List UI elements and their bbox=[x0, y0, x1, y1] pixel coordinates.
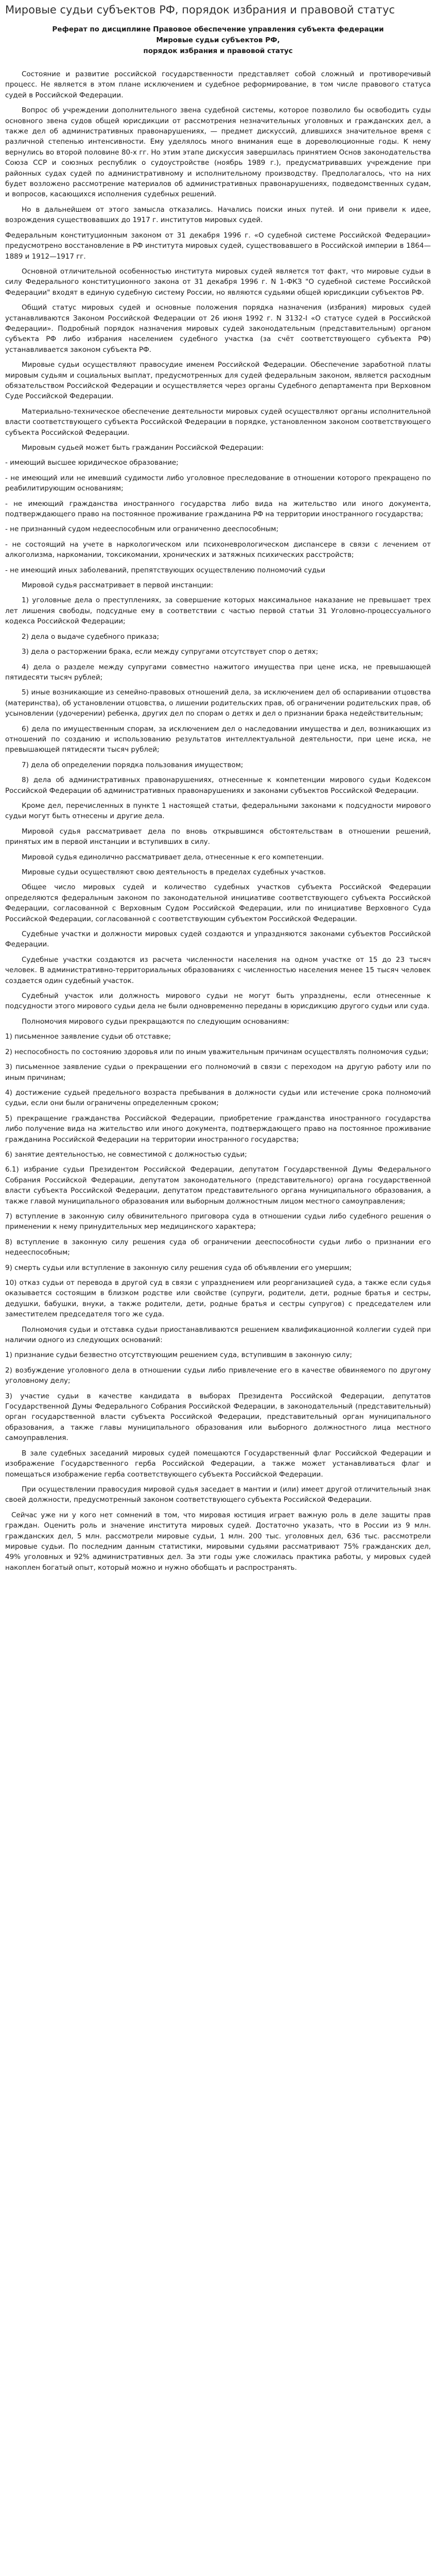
body-paragraph: Материально-техническое обеспечение деятельности мировых судей осуществляют органы исполнительной власти соответствующего субъекта Российской Федерации в порядке, установленном законом соответствующего субъекта Российской Федерации. bbox=[5, 407, 431, 437]
body-paragraph: Общий статус мировых судей и основные положения порядка назначения (избрания) мировых судей устанавливаются Законом Российской Федерации от 26 июня 1992 г. N 3132-I «О статусе судей в Российской Федерации». Подробный порядок назначения мировых судей законодательным (представительным) органом субъекта РФ либо избрания населением судебного участка (за счёт соответствующего субъекта РФ) устанавливается законом субъекта РФ. bbox=[5, 303, 431, 354]
body-paragraph: - не признанный судом недееспособным или ограниченно дееспособным; bbox=[5, 525, 278, 534]
body-paragraph: - имеющий высшее юридическое образование; bbox=[5, 459, 179, 467]
body-paragraph: В зале судебных заседаний мировых судей помещаются Государственный флаг Российской Федерации и изображение Государственного герба Российской Федерации, а также может устанавливаться флаг и помещаться изображение герба соответствующего субъекта Российской Федерации. bbox=[5, 1449, 431, 1479]
body-paragraph: Основной отличительной особенностью института мировых судей является тот факт, что мировые судьи в силу Федерального конституционного закона от 31 декабря 1996 г. N 1-ФКЗ "О судебной системе Российской Федерации" входят в единую судебную систему России, но являются судьями общей юрисдикции субъектов РФ. bbox=[5, 267, 431, 297]
body-paragraph: - не состоящий на учете в наркологическом или психоневрологическом диспансере в связи с лечением от алкоголизма, наркомании, токсикомании, хронических и затяжных психических расстройств; bbox=[5, 540, 431, 560]
abstract-subject-heading: Реферат по дисциплине Правовое обеспечение управления субъекта федерации bbox=[52, 25, 384, 33]
body-paragraph: Мировой судья единолично рассматривает дела, отнесенные к его компетенции. bbox=[22, 853, 324, 861]
body-paragraph: Сейчас уже ни у кого нет сомнений в том, что мировая юстиция играет важную роль в деле защиты прав граждан. Оценить роль и значение института мировых судей. Достаточно указать, что в России из 9 млн. гражданских дел, 5 млн. рассмотрели мировые судьи, 1 млн. 200 тыс. уголовных дел, 636 тыс. рассмотрели мировые судьи. По последним данным статистики, мировыми судьями рассматривают 75% гражданских дел, 49% уголовных и 92% административных дел. За эти годы уже сложилась практика работы, у мировых судей накоплен богатый опыт, который можно и нужно обобщать и распространять. bbox=[5, 1511, 431, 1572]
body-paragraph: 7) вступление в законную силу обвинительного приговора суда в отношении судьи либо судебного решения о применении к нему принудительных мер медицинского характера; bbox=[5, 1212, 431, 1231]
body-paragraph: 8) вступление в законную силу решения суда об ограничении дееспособности судьи либо о признании его недееспособным; bbox=[5, 1238, 431, 1257]
body-paragraph: Вопрос об учреждении дополнительного звена судебной системы, которое позволило бы освободить суды основного звена судов общей юрисдикции от рассмотрения незначительных уголовных и гражданских дел, а также дел об административных правонарушениях, — предмет дискуссий, длившихся значительное время с различной степенью интенсивности. Ему уделялось много внимания еще в дореволюционные годы. К нему вернулись во второй половине 80-х гг. Но этим этапе дискуссия завершилась принятием Основ законодательства Союза ССР и союзных республик о судоустройстве (ноябрь 1989 г.), предусматривавших учреждение при районных судах судей по административному и исполнительному производству. Предполагалось, что на них будет возложено рассмотрение материалов об административных правонарушениях, подведомственных судам, и вопросов, касающихся исполнения судебных решений. bbox=[5, 106, 431, 199]
body-paragraph: Федеральным конституционным законом от 31 декабря 1996 г. «О судебной системе Российской Федерации» предусмотрено восстановление в РФ института мировых судей, существовавшего в Российской империи в 1864—1889 и 1912—1917 гг. bbox=[5, 231, 431, 261]
body-paragraph: Мировые судьи осуществляют свою деятельность в пределах судебных участков. bbox=[22, 868, 326, 876]
body-paragraph: 6) занятие деятельностью, не совместимой с должностью судьи; bbox=[5, 1150, 247, 1159]
body-paragraph: 3) письменное заявление судьи о прекращении его полномочий в связи с переходом на другую работу или по иным причинам; bbox=[5, 1063, 431, 1082]
body-paragraph: - не имеющий гражданства иностранного государства либо вида на жительство или иного документа, подтверждающего право на постоянное проживание гражданина РФ на территории иностранного государства; bbox=[5, 499, 431, 519]
body-paragraph: 9) смерть судьи или вступление в законную силу решения суда об объявлении его умершим; bbox=[5, 1263, 352, 1272]
body-paragraph: При осуществлении правосудия мировой судья заседает в мантии и (или) имеет другой отличительный знак своей должности, предусмотренный законом соответствующего субъекта Российской Федерации. bbox=[5, 1485, 431, 1504]
body-paragraph: Мировой судья рассматривает в первой инстанции: bbox=[22, 581, 214, 590]
body-paragraph: - не имеющий иных заболеваний, препятствующих осуществлению полномочий судьи bbox=[5, 566, 326, 574]
body-paragraph: 3) дела о расторжении брака, если между супругами отсутствует спор о детях; bbox=[22, 648, 319, 656]
body-paragraph: Кроме дел, перечисленных в пункте 1 настоящей статьи, федеральными законами к подсудности мирового судьи могут быть отнесены и другие дела. bbox=[5, 801, 431, 821]
document-body bbox=[5, 69, 431, 1573]
body-paragraph: 6) дела по имущественным спорам, за исключением дел о наследовании имущества и дел, возникающих из отношений по созданию и использованию результатов интеллектуальной деятельности, при цене иска, не превышающей пятидесяти тысяч рублей; bbox=[5, 724, 431, 754]
body-paragraph: - не имеющий или не имевший судимости либо уголовное преследование в отношении которого прекращено по реабилитирующим основаниям; bbox=[5, 473, 431, 493]
body-paragraph: Судебные участки создаются из расчета численности населения на одном участке от 15 до 23 тысяч человек. В административно-территориальных образованиях с численностью населения менее 15 тысяч человек создается один судебный участок. bbox=[5, 955, 431, 985]
body-paragraph: 6.1) избрание судьи Президентом Российской Федерации, депутатом Государственной Думы Федерального Собрания Российской Федерации, депутатом законодательного (представительного) органа государственной власти субъекта Российской Федерации, депутатом представительного органа муниципального образования, а также главой муниципального образования или выборным должностным лицом местного самоуправления; bbox=[5, 1165, 431, 1206]
topic-heading-line-2: порядок избрания и правовой статус bbox=[143, 47, 293, 55]
body-paragraph: 2) неспособность по состоянию здоровья или по иным уважительным причинам осуществлять полномочия судьи; bbox=[5, 1047, 429, 1056]
body-paragraph: Судебные участки и должности мировых судей создаются и упраздняются законами субъектов Российской Федерации. bbox=[5, 930, 431, 949]
body-paragraph: 1) признание судьи безвестно отсутствующим решением суда, вступившим в законную силу; bbox=[5, 1351, 352, 1360]
body-paragraph: 1) уголовные дела о преступлениях, за совершение которых максимальное наказание не превышает трех лет лишения свободы, подсудные ему в соответствии с частью первой статьи 31 Уголовно-процессуального кодекса Российской Федерации; bbox=[5, 596, 431, 626]
body-paragraph: 2) дела о выдаче судебного приказа; bbox=[22, 632, 160, 641]
body-paragraph: Полномочия судьи и отставка судьи приостанавливаются решением квалификационной коллегии судей при наличии одного из следующих оснований: bbox=[5, 1325, 431, 1345]
body-paragraph: Судебный участок или должность мирового судьи не могут быть упразднены, если отнесенные к подсудности этого мирового судьи дела не были одновременно переданы в юрисдикцию другого судьи или суда. bbox=[5, 992, 431, 1011]
body-paragraph: 4) дела о разделе между супругами совместно нажитого имущества при цене иска, не превышающей пятидесяти тысяч рублей; bbox=[5, 663, 431, 682]
body-paragraph: Мировые судьи осуществляют правосудие именем Российской Федерации. Обеспечение заработной платы мировым судьям и социальных выплат, предусмотренных для судей федеральным законом, является расходным обязательством Российской Федерации и осуществляется через органы Судебного департамента при Верховном Суде Российской Федерации. bbox=[5, 361, 431, 401]
body-paragraph: 5) иные возникающие из семейно-правовых отношений дела, за исключением дел об оспаривании отцовства (материнства), об установлении отцовства, о лишении родительских прав, об ограничении родительских прав, об усыновлении (удочерении) ребенка, других дел по спорам о детях и дел о признании брака недействительным; bbox=[5, 688, 431, 718]
page-title: Мировые судьи субъектов РФ, порядок избрания и правовой статус bbox=[5, 4, 395, 16]
body-paragraph: Общее число мировых судей и количество судебных участков субъекта Российской Федерации определяются федеральным законом по законодательной инициативе соответствующего субъекта Российской Федерации, согласованной с Верховным Судом Российской Федерации, или по инициативе Верховного Суда Российской Федерации, согласованной с соответствующим субъектом Российской Федерации. bbox=[5, 883, 431, 923]
topic-heading-line-1: Мировые судьи субъектов РФ, bbox=[156, 36, 280, 44]
body-paragraph: 2) возбуждение уголовного дела в отношении судьи либо привлечение его в качестве обвиняемого по другому уголовному делу; bbox=[5, 1366, 431, 1385]
body-paragraph: 10) отказ судьи от перевода в другой суд в связи с упразднением или реорганизацией суда, а также если судья оказывается состоящим в близком родстве или свойстве (супруги, родители, дети, родные братья и сестры, дедушки, бабушки, внуки, а также родители, дети, родные братья и сестры супругов) с председателем или заместителем председателя того же суда. bbox=[5, 1279, 431, 1319]
body-paragraph: 3) участие судьи в качестве кандидата в выборах Президента Российской Федерации, депутатов Государственной Думы Федерального Собрания Российской Федерации, в законодательный (представительный) орган государственной власти субъекта Российской Федерации, представительный орган муниципального образования, а также главы муниципального образования или выборного должностного лица местного самоуправления. bbox=[5, 1392, 431, 1443]
body-paragraph: 4) достижение судьей предельного возраста пребывания в должности судьи или истечение срока полномочий судьи, если они были ограничены определенным сроком; bbox=[5, 1088, 431, 1108]
body-paragraph: Состояние и развитие российской государственности представляет собой сложный и противоречивый процесс. Не является в этом плане исключением и судебное реформирование, в том числе правового статуса судей в Российской Федерации. bbox=[5, 70, 431, 99]
body-paragraph: Но в дальнейшем от этого замысла отказались. Начались поиски иных путей. И они привели к идее, возрождения существовавших до 1917 г. институтов мировых судей. bbox=[5, 205, 431, 225]
body-paragraph: Мировым судьей может быть гражданин Российской Федерации: bbox=[22, 444, 264, 452]
body-paragraph: 5) прекращение гражданства Российской Федерации, приобретение гражданства иностранного государства либо получение вида на жительство или иного документа, подтверждающего право на постоянное проживание гражданина Российской Федерации на территории иностранного государства; bbox=[5, 1114, 431, 1144]
body-paragraph: 7) дела об определении порядка пользования имуществом; bbox=[22, 760, 243, 769]
body-paragraph: 8) дела об административных правонарушениях, отнесенные к компетенции мирового судьи Кодексом Российской Федерации об административных правонарушениях и законами субъектов Российской Федерации. bbox=[5, 776, 431, 795]
body-paragraph: Полномочия мирового судьи прекращаются по следующим основаниям: bbox=[22, 1017, 289, 1026]
body-paragraph: Мировой судья рассматривает дела по вновь открывшимся обстоятельствам в отношении решений, принятых им в первой инстанции и вступивших в силу. bbox=[5, 827, 431, 846]
body-paragraph: 1) письменное заявление судьи об отставке; bbox=[5, 1032, 171, 1041]
